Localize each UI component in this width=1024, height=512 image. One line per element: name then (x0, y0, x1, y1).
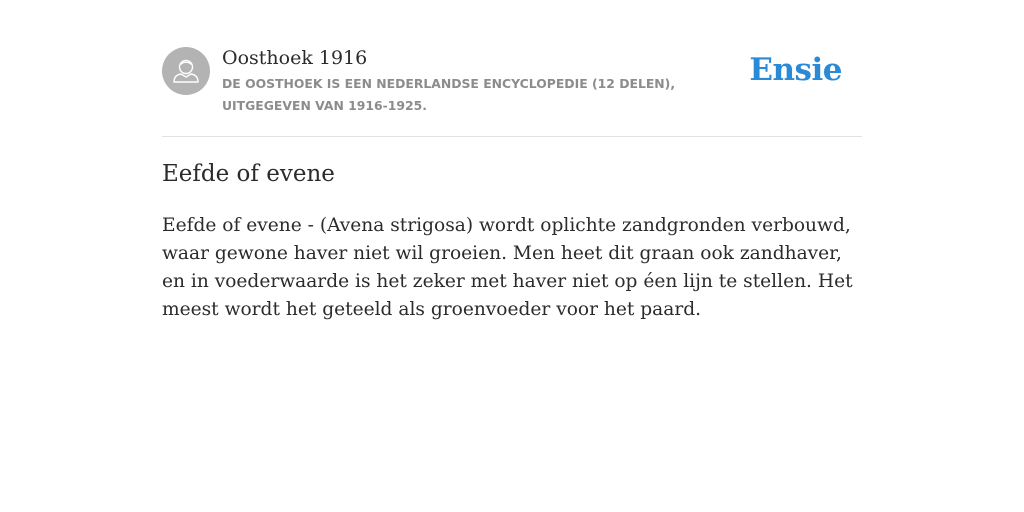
source-description: DE OOSTHOEK IS EEN NEDERLANDSE ENCYCLOPEDIE (12 DELEN), UITGEGEVEN VAN 1916-1925. (222, 76, 676, 113)
article-title: Eefde of evene (162, 161, 335, 187)
article-body: Eefde of evene - (Avena strigosa) wordt oplichte zandgronden verbouwd, waar gewone haver niet wil groeien. Men heet dit graan ook zandhaver, en in voederwaarde is het zeker met haver niet op éen lijn te stellen. Het meest wordt het geteeld als groenvoeder voor het paard. (162, 215, 853, 320)
user-silhouette-icon[interactable] (162, 47, 210, 95)
source-name[interactable]: Oosthoek 1916 (222, 47, 368, 69)
source-meta (222, 44, 762, 117)
brand-logo-link[interactable]: Ensie (749, 52, 842, 88)
source-header (162, 44, 862, 137)
